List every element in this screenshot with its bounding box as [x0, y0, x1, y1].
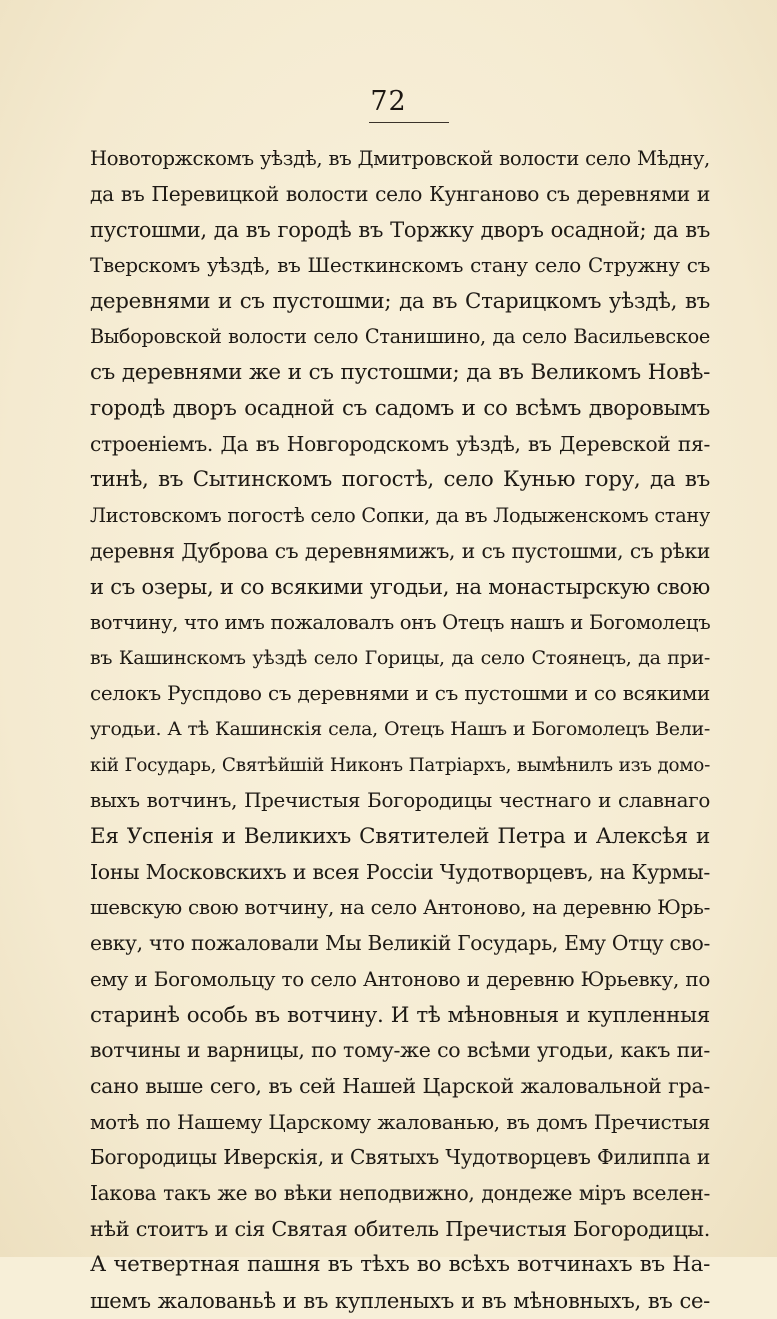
header-rule — [369, 122, 449, 123]
text-line: съ деревнями же и съ пустошми; да въ Великомъ Новѣ- — [90, 360, 710, 386]
text-line: мотѣ по Нашему Царскому жалованью, въ домъ Пречистыя — [90, 1110, 710, 1134]
text-line: Іакова такъ же во вѣки неподвижно, дондеже міръ вселен- — [90, 1180, 710, 1205]
page-number: 72 — [370, 86, 407, 117]
text-line: городѣ дворъ осадной съ садомъ и со всѣмъ дворовымъ — [90, 395, 710, 421]
text-line: строеніемъ. Да въ Новгородскомъ уѣздѣ, въ Деревской пя- — [90, 431, 710, 456]
text-line: Новоторжскомъ уѣздѣ, въ Дмитровской волости село Мѣдну, — [90, 147, 710, 170]
text-line: и съ озеры, и со всякими угодьи, на монастырскую свою — [90, 574, 710, 600]
text-line: кій Государь, Святѣйшій Никонъ Патріархъ, вымѣнилъ изъ домо- — [90, 754, 710, 776]
text-line: въ Кашинскомъ уѣздѣ село Горицы, да село Стоянецъ, да при- — [90, 646, 710, 669]
text-line: шевскую свою вотчину, на село Антоново, на деревню Юрь- — [90, 896, 710, 920]
text-line: вотчины и варницы, по тому-же со всѣми угодьи, какъ пи- — [90, 1038, 710, 1063]
text-line: да въ Перевицкой волости село Кунганово съ деревнями и — [90, 181, 710, 206]
text-line: евку, что пожаловали Мы Великій Государь, Ему Отцу сво- — [90, 931, 710, 956]
text-line: Выборовской волости село Станишино, да село Васильевское — [90, 325, 710, 349]
text-line: старинѣ особь въ вотчину. И тѣ мѣновныя и купленныя — [90, 1002, 710, 1028]
text-line: деревнями и съ пустошми; да въ Старицкомъ уѣздѣ, въ — [90, 288, 710, 314]
text-line: А четвертная пашня въ тѣхъ во всѣхъ вотчинахъ въ На- — [90, 1252, 710, 1278]
body-text — [90, 141, 710, 1319]
text-line: выхъ вотчинъ, Пречистыя Богородицы честнаго и славнаго — [90, 789, 710, 813]
text-line: тинѣ, въ Сытинскомъ погостѣ, село Кунью гору, да въ — [90, 467, 710, 493]
text-line: деревня Дуброва съ деревнямижъ, и съ пустошми, съ рѣки — [90, 538, 710, 563]
text-line: вотчину, что имъ пожаловалъ онъ Отецъ нашъ и Богомолецъ — [90, 610, 710, 634]
text-line: пустошми, да въ городѣ въ Торжку дворъ осадной; да въ — [90, 217, 710, 243]
text-line: селокъ Руспдово съ деревнями и съ пустошми и со всякими — [90, 682, 710, 706]
text-line: ему и Богомольцу то село Антоново и деревню Юрьевку, по — [90, 967, 710, 991]
text-line: шемъ жалованьѣ и въ купленыхъ и въ мѣновныхъ, въ се- — [90, 1288, 710, 1313]
text-line: нѣй стоитъ и сія Святая обитель Пречистыя Богородицы. — [90, 1216, 710, 1241]
text-line: Іоны Московскихъ и всея Россіи Чудотворцевъ, на Курмы- — [90, 859, 710, 884]
text-line: Тверскомъ уѣздѣ, въ Шесткинскомъ стану село Стружну съ — [90, 254, 710, 278]
text-line: Богородицы Иверскія, и Святыхъ Чудотворцевъ Филиппа и — [90, 1145, 710, 1170]
text-line: сано выше сего, въ сей Нашей Царской жаловальной гра- — [90, 1073, 710, 1098]
text-line: угодьи. А тѣ Кашинскія села, Отецъ Нашъ и Богомолецъ Вели- — [90, 718, 710, 740]
text-line: Ея Успенія и Великихъ Святителей Петра и Алексѣя и — [90, 824, 710, 850]
text-line: Листовскомъ погостѣ село Сопки, да въ Лодыженскомъ стану — [90, 503, 710, 527]
